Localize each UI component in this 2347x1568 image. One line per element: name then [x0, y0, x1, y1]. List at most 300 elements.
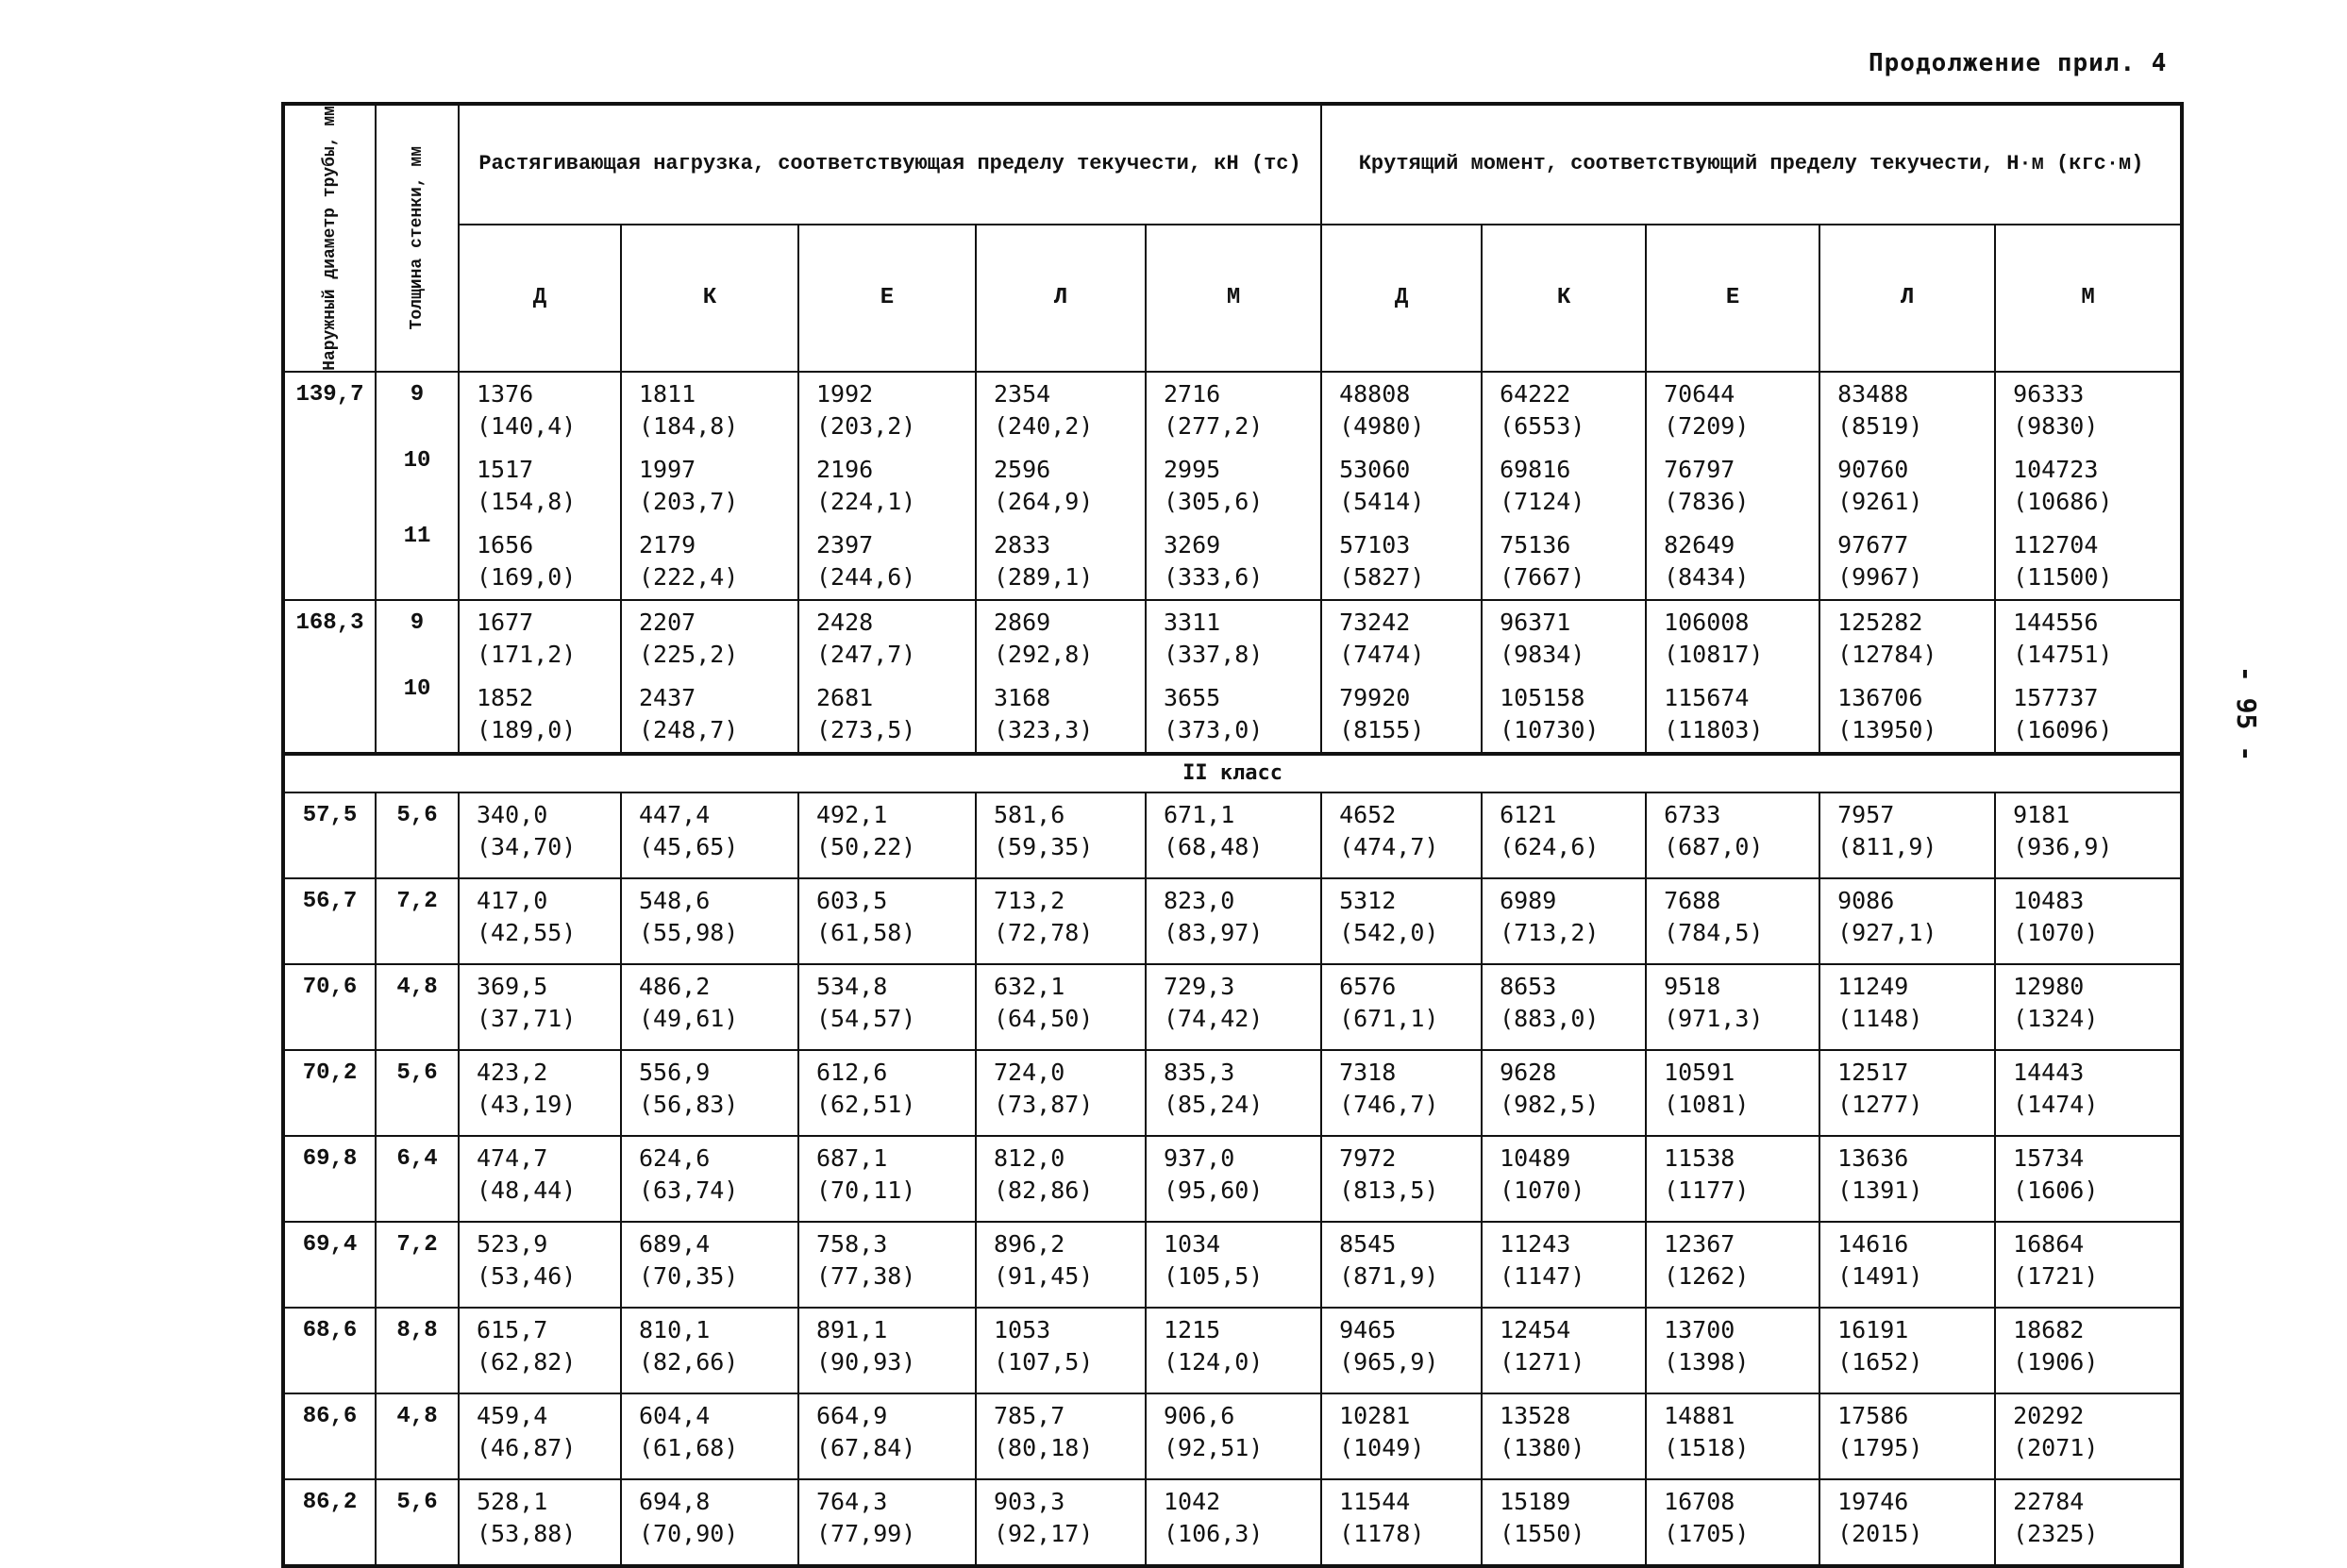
value-legacy: (247,7)	[816, 640, 916, 668]
value-si: 1376	[477, 379, 534, 408]
value-si: 2354	[994, 379, 1051, 408]
outer-diameter-cell: 69,8	[283, 1136, 376, 1222]
value-legacy: (1262)	[1664, 1261, 1750, 1290]
value-si: 785,7	[994, 1401, 1065, 1429]
value-pair	[977, 524, 1145, 599]
value-cell	[1321, 1222, 1482, 1308]
value-legacy: (9834)	[1500, 640, 1585, 668]
value-si: 6121	[1500, 800, 1557, 828]
value-legacy: (1148)	[1837, 1004, 1923, 1032]
value-si: 1042	[1164, 1487, 1221, 1515]
value-legacy: (222,4)	[639, 562, 739, 591]
value-legacy: (7124)	[1500, 487, 1585, 515]
value-cell	[976, 1393, 1146, 1479]
table-row	[283, 792, 2182, 878]
value-pair	[1647, 448, 1819, 524]
value-pair	[1647, 1051, 1819, 1126]
value-si: 492,1	[816, 800, 888, 828]
value-legacy: (1391)	[1837, 1176, 1923, 1204]
value-cell	[1995, 1393, 2182, 1479]
value-si: 689,4	[639, 1229, 711, 1258]
table-row	[283, 1308, 2182, 1393]
value-legacy: (184,8)	[639, 411, 739, 440]
value-si: 764,3	[816, 1487, 888, 1515]
value-pair	[1996, 1309, 2180, 1384]
value-stack	[1147, 373, 1320, 599]
value-pair	[460, 1394, 620, 1470]
value-cell	[1995, 1136, 2182, 1222]
value-legacy: (37,71)	[477, 1004, 577, 1032]
value-si: 136706	[1837, 683, 1923, 711]
value-legacy: (50,22)	[816, 832, 916, 860]
value-si: 528,1	[477, 1487, 548, 1515]
value-si: 671,1	[1164, 800, 1235, 828]
value-si: 70644	[1664, 379, 1735, 408]
grade-header: К	[621, 225, 798, 372]
value-legacy: (9830)	[2013, 411, 2099, 440]
value-si: 2869	[994, 608, 1051, 636]
value-cell	[976, 878, 1146, 964]
value-si: 603,5	[816, 886, 888, 914]
value-pair	[1820, 1051, 1994, 1126]
value-si: 1215	[1164, 1315, 1221, 1343]
value-legacy: (1474)	[2013, 1090, 2099, 1118]
value-pair	[460, 1137, 620, 1212]
value-legacy: (105,5)	[1164, 1261, 1264, 1290]
value-si: 632,1	[994, 972, 1065, 1000]
table-row	[283, 964, 2182, 1050]
value-cell	[1646, 1393, 1819, 1479]
value-legacy: (333,6)	[1164, 562, 1264, 591]
value-pair	[977, 1223, 1145, 1298]
value-legacy: (671,1)	[1339, 1004, 1439, 1032]
value-legacy: (10686)	[2013, 487, 2113, 515]
value-si: 9518	[1664, 972, 1721, 1000]
value-legacy: (68,48)	[1164, 832, 1264, 860]
value-pair	[460, 1223, 620, 1298]
value-cell	[1321, 1393, 1482, 1479]
value-pair	[1147, 676, 1320, 752]
value-cell	[621, 964, 798, 1050]
value-pair	[1147, 524, 1320, 599]
value-pair	[1996, 793, 2180, 869]
value-pair	[1820, 1480, 1994, 1556]
grade-header: Л	[976, 225, 1146, 372]
value-si: 1852	[477, 683, 534, 711]
value-cell	[1482, 600, 1646, 754]
value-si: 1992	[816, 379, 874, 408]
value-cell	[1146, 1136, 1321, 1222]
value-si: 48808	[1339, 379, 1411, 408]
value-cell	[1482, 1479, 1646, 1566]
value-pair	[1147, 1480, 1320, 1556]
value-pair	[622, 448, 797, 524]
value-pair	[1820, 1309, 1994, 1384]
value-cell	[459, 1136, 621, 1222]
value-cell	[976, 372, 1146, 600]
value-si: 10281	[1339, 1401, 1411, 1429]
value-pair	[799, 1394, 975, 1470]
value-cell	[1646, 600, 1819, 754]
value-pair	[1483, 1137, 1645, 1212]
value-legacy: (106,3)	[1164, 1519, 1264, 1547]
value-si: 112704	[2013, 530, 2099, 559]
value-si: 2716	[1164, 379, 1221, 408]
value-cell	[1321, 1050, 1482, 1136]
value-cell	[1646, 878, 1819, 964]
value-si: 96333	[2013, 379, 2085, 408]
value-cell	[1819, 1222, 1995, 1308]
value-si: 76797	[1664, 455, 1735, 483]
value-cell	[1646, 372, 1819, 600]
value-stack	[977, 373, 1145, 599]
thickness-cell: 4,8	[376, 1393, 459, 1479]
value-si: 73242	[1339, 608, 1411, 636]
value-legacy: (16096)	[2013, 715, 2113, 743]
value-si: 724,0	[994, 1058, 1065, 1086]
value-cell	[1146, 372, 1321, 600]
value-legacy: (8155)	[1339, 715, 1425, 743]
value-si: 810,1	[639, 1315, 711, 1343]
value-pair	[799, 1480, 975, 1556]
value-legacy: (64,50)	[994, 1004, 1094, 1032]
value-legacy: (74,42)	[1164, 1004, 1264, 1032]
value-stack	[1322, 601, 1481, 752]
value-pair	[799, 676, 975, 752]
value-pair	[1147, 373, 1320, 448]
value-legacy: (70,35)	[639, 1261, 739, 1290]
continuation-note: Продолжение прил. 4	[1869, 49, 2168, 77]
thickness-cell: 5,6	[376, 1479, 459, 1566]
value-si: 97677	[1837, 530, 1909, 559]
value-cell	[976, 964, 1146, 1050]
value-si: 7957	[1837, 800, 1895, 828]
value-cell	[1646, 1479, 1819, 1566]
value-cell	[1321, 878, 1482, 964]
value-legacy: (140,4)	[477, 411, 577, 440]
value-legacy: (1070)	[2013, 918, 2099, 946]
value-si: 3269	[1164, 530, 1221, 559]
value-si: 8653	[1500, 972, 1557, 1000]
value-si: 14881	[1664, 1401, 1735, 1429]
value-legacy: (277,2)	[1164, 411, 1264, 440]
value-pair	[460, 965, 620, 1041]
value-pair	[1322, 793, 1481, 869]
thickness-cell: 7,2	[376, 1222, 459, 1308]
value-pair	[799, 373, 975, 448]
value-pair	[1322, 676, 1481, 752]
value-si: 474,7	[477, 1143, 548, 1172]
value-si: 14443	[2013, 1058, 2085, 1086]
table-row	[283, 1479, 2182, 1566]
value-pair	[1996, 676, 2180, 752]
value-si: 12454	[1500, 1315, 1571, 1343]
value-cell	[1482, 1308, 1646, 1393]
value-si: 1053	[994, 1315, 1051, 1343]
value-cell	[1146, 964, 1321, 1050]
value-pair	[799, 601, 975, 676]
value-si: 694,8	[639, 1487, 711, 1515]
value-pair	[1647, 524, 1819, 599]
value-cell	[1321, 1136, 1482, 1222]
value-pair	[1322, 1309, 1481, 1384]
value-legacy: (746,7)	[1339, 1090, 1439, 1118]
value-si: 96371	[1500, 608, 1571, 636]
value-pair	[1996, 879, 2180, 955]
value-si: 556,9	[639, 1058, 711, 1086]
value-legacy: (1518)	[1664, 1433, 1750, 1461]
value-cell	[798, 372, 976, 600]
value-legacy: (248,7)	[639, 715, 739, 743]
value-cell	[1146, 1050, 1321, 1136]
value-si: 10591	[1664, 1058, 1735, 1086]
value-stack	[799, 373, 975, 599]
value-pair	[1996, 373, 2180, 448]
value-cell	[1819, 1393, 1995, 1479]
value-legacy: (7209)	[1664, 411, 1750, 440]
value-si: 64222	[1500, 379, 1571, 408]
value-legacy: (2071)	[2013, 1433, 2099, 1461]
value-si: 823,0	[1164, 886, 1235, 914]
value-pair	[622, 1309, 797, 1384]
value-si: 11538	[1664, 1143, 1735, 1172]
value-legacy: (61,58)	[816, 918, 916, 946]
value-legacy: (9261)	[1837, 487, 1923, 515]
thickness-cell	[376, 600, 459, 754]
value-si: 57103	[1339, 530, 1411, 559]
value-legacy: (62,82)	[477, 1347, 577, 1376]
value-cell	[976, 1136, 1146, 1222]
value-legacy: (1271)	[1500, 1347, 1585, 1376]
value-legacy: (63,74)	[639, 1176, 739, 1204]
value-pair	[799, 965, 975, 1041]
value-cell	[621, 792, 798, 878]
value-si: 340,0	[477, 800, 548, 828]
value-si: 11544	[1339, 1487, 1411, 1515]
value-si: 423,2	[477, 1058, 548, 1086]
value-cell	[976, 1050, 1146, 1136]
value-pair	[622, 1394, 797, 1470]
outer-diameter-cell: 70,6	[283, 964, 376, 1050]
value-pair	[1647, 965, 1819, 1041]
value-si: 2596	[994, 455, 1051, 483]
value-si: 523,9	[477, 1229, 548, 1258]
value-legacy: (292,8)	[994, 640, 1094, 668]
value-si: 6733	[1664, 800, 1721, 828]
value-si: 75136	[1500, 530, 1571, 559]
value-cell	[1482, 964, 1646, 1050]
value-si: 6989	[1500, 886, 1557, 914]
value-stack	[799, 601, 975, 752]
value-si: 835,3	[1164, 1058, 1235, 1086]
value-legacy: (1652)	[1837, 1347, 1923, 1376]
value-legacy: (42,55)	[477, 918, 577, 946]
value-cell	[1646, 964, 1819, 1050]
table-row	[283, 878, 2182, 964]
value-pair	[977, 448, 1145, 524]
value-cell	[1482, 878, 1646, 964]
value-pair	[622, 524, 797, 599]
value-legacy: (1721)	[2013, 1261, 2099, 1290]
value-pair	[1820, 448, 1994, 524]
value-legacy: (10817)	[1664, 640, 1764, 668]
value-pair	[1996, 1051, 2180, 1126]
value-cell	[1482, 792, 1646, 878]
value-pair	[1647, 1480, 1819, 1556]
value-cell	[1321, 372, 1482, 600]
value-cell	[1995, 792, 2182, 878]
value-si: 11249	[1837, 972, 1909, 1000]
value-pair	[1483, 1223, 1645, 1298]
value-pair	[1647, 1394, 1819, 1470]
value-legacy: (62,51)	[816, 1090, 916, 1118]
value-cell	[1819, 372, 1995, 600]
value-cell	[976, 600, 1146, 754]
value-si: 2833	[994, 530, 1051, 559]
value-legacy: (225,2)	[639, 640, 739, 668]
value-si: 8545	[1339, 1229, 1397, 1258]
value-si: 53060	[1339, 455, 1411, 483]
value-pair	[460, 448, 620, 524]
value-cell	[1819, 878, 1995, 964]
value-pair	[799, 1223, 975, 1298]
value-pair	[1820, 793, 1994, 869]
value-legacy: (171,2)	[477, 640, 577, 668]
grade-header: М	[1146, 225, 1321, 372]
value-si: 713,2	[994, 886, 1065, 914]
value-si: 3168	[994, 683, 1051, 711]
value-legacy: (90,93)	[816, 1347, 916, 1376]
value-pair	[622, 1051, 797, 1126]
value-legacy: (70,90)	[639, 1519, 739, 1547]
value-legacy: (1081)	[1664, 1090, 1750, 1118]
value-cell	[459, 1222, 621, 1308]
outer-diameter-cell: 70,2	[283, 1050, 376, 1136]
value-si: 369,5	[477, 972, 548, 1000]
data-table	[281, 102, 2184, 1568]
value-si: 106008	[1664, 608, 1750, 636]
value-cell	[459, 1393, 621, 1479]
value-cell	[1321, 792, 1482, 878]
thickness-cell: 8,8	[376, 1308, 459, 1393]
value-cell	[459, 1308, 621, 1393]
class-row	[283, 754, 2182, 792]
value-cell	[1995, 1308, 2182, 1393]
value-legacy: (337,8)	[1164, 640, 1264, 668]
value-si: 79920	[1339, 683, 1411, 711]
value-stack	[1996, 601, 2180, 752]
value-si: 548,6	[639, 886, 711, 914]
outer-diameter-cell: 168,3	[283, 600, 376, 754]
value-pair	[1322, 879, 1481, 955]
value-pair	[460, 1480, 620, 1556]
value-si: 82649	[1664, 530, 1735, 559]
value-cell	[1321, 1308, 1482, 1393]
value-cell	[1482, 1050, 1646, 1136]
value-pair	[799, 1309, 975, 1384]
value-si: 9628	[1500, 1058, 1557, 1086]
value-si: 937,0	[1164, 1143, 1235, 1172]
value-pair	[622, 1480, 797, 1556]
value-cell	[1995, 878, 2182, 964]
value-si: 15734	[2013, 1143, 2085, 1172]
thickness-value: 10	[403, 676, 431, 702]
value-si: 729,3	[1164, 972, 1235, 1000]
value-cell	[798, 1393, 976, 1479]
value-si: 20292	[2013, 1401, 2085, 1429]
value-si: 2437	[639, 683, 696, 711]
value-legacy: (95,60)	[1164, 1176, 1264, 1204]
value-cell	[798, 1222, 976, 1308]
value-legacy: (1906)	[2013, 1347, 2099, 1376]
value-cell	[459, 372, 621, 600]
value-legacy: (883,0)	[1500, 1004, 1600, 1032]
value-pair	[1483, 601, 1645, 676]
value-legacy: (6553)	[1500, 411, 1585, 440]
value-cell	[1646, 1050, 1819, 1136]
outer-diameter-cell: 86,2	[283, 1479, 376, 1566]
value-pair	[622, 879, 797, 955]
value-legacy: (813,5)	[1339, 1176, 1439, 1204]
grade-header: Д	[459, 225, 621, 372]
value-legacy: (72,78)	[994, 918, 1094, 946]
value-legacy: (1177)	[1664, 1176, 1750, 1204]
value-si: 604,4	[639, 1401, 711, 1429]
header-tension-group: Растягивающая нагрузка, соответствующая пределу текучести, кН (тс)	[459, 104, 1321, 225]
value-legacy: (49,61)	[639, 1004, 739, 1032]
value-legacy: (154,8)	[477, 487, 577, 515]
value-pair	[1820, 1223, 1994, 1298]
value-cell	[976, 1479, 1146, 1566]
value-pair	[622, 1137, 797, 1212]
value-cell	[1646, 1136, 1819, 1222]
value-legacy: (5827)	[1339, 562, 1425, 591]
value-cell	[1995, 600, 2182, 754]
value-si: 459,4	[477, 1401, 548, 1429]
value-legacy: (59,35)	[994, 832, 1094, 860]
value-si: 2995	[1164, 455, 1221, 483]
value-legacy: (14751)	[2013, 640, 2113, 668]
value-si: 11243	[1500, 1229, 1571, 1258]
value-legacy: (982,5)	[1500, 1090, 1600, 1118]
value-legacy: (43,19)	[477, 1090, 577, 1118]
value-cell	[1995, 1050, 2182, 1136]
value-legacy: (77,99)	[816, 1519, 916, 1547]
value-legacy: (11803)	[1664, 715, 1764, 743]
value-cell	[621, 1308, 798, 1393]
grade-header: Д	[1321, 225, 1482, 372]
value-cell	[459, 1479, 621, 1566]
thickness-value: 11	[403, 523, 431, 549]
value-stack	[1147, 601, 1320, 752]
value-si: 13700	[1664, 1315, 1735, 1343]
value-si: 9086	[1837, 886, 1895, 914]
value-pair	[1322, 373, 1481, 448]
thickness-cell: 5,6	[376, 792, 459, 878]
value-si: 6576	[1339, 972, 1397, 1000]
value-legacy: (189,0)	[477, 715, 577, 743]
value-legacy: (13950)	[1837, 715, 1937, 743]
value-pair	[1483, 965, 1645, 1041]
value-legacy: (224,1)	[816, 487, 916, 515]
value-pair	[1647, 1309, 1819, 1384]
grade-header: Л	[1819, 225, 1995, 372]
value-legacy: (55,98)	[639, 918, 739, 946]
value-cell	[459, 1050, 621, 1136]
value-cell	[798, 1136, 976, 1222]
value-pair	[460, 1309, 620, 1384]
value-pair	[1647, 879, 1819, 955]
